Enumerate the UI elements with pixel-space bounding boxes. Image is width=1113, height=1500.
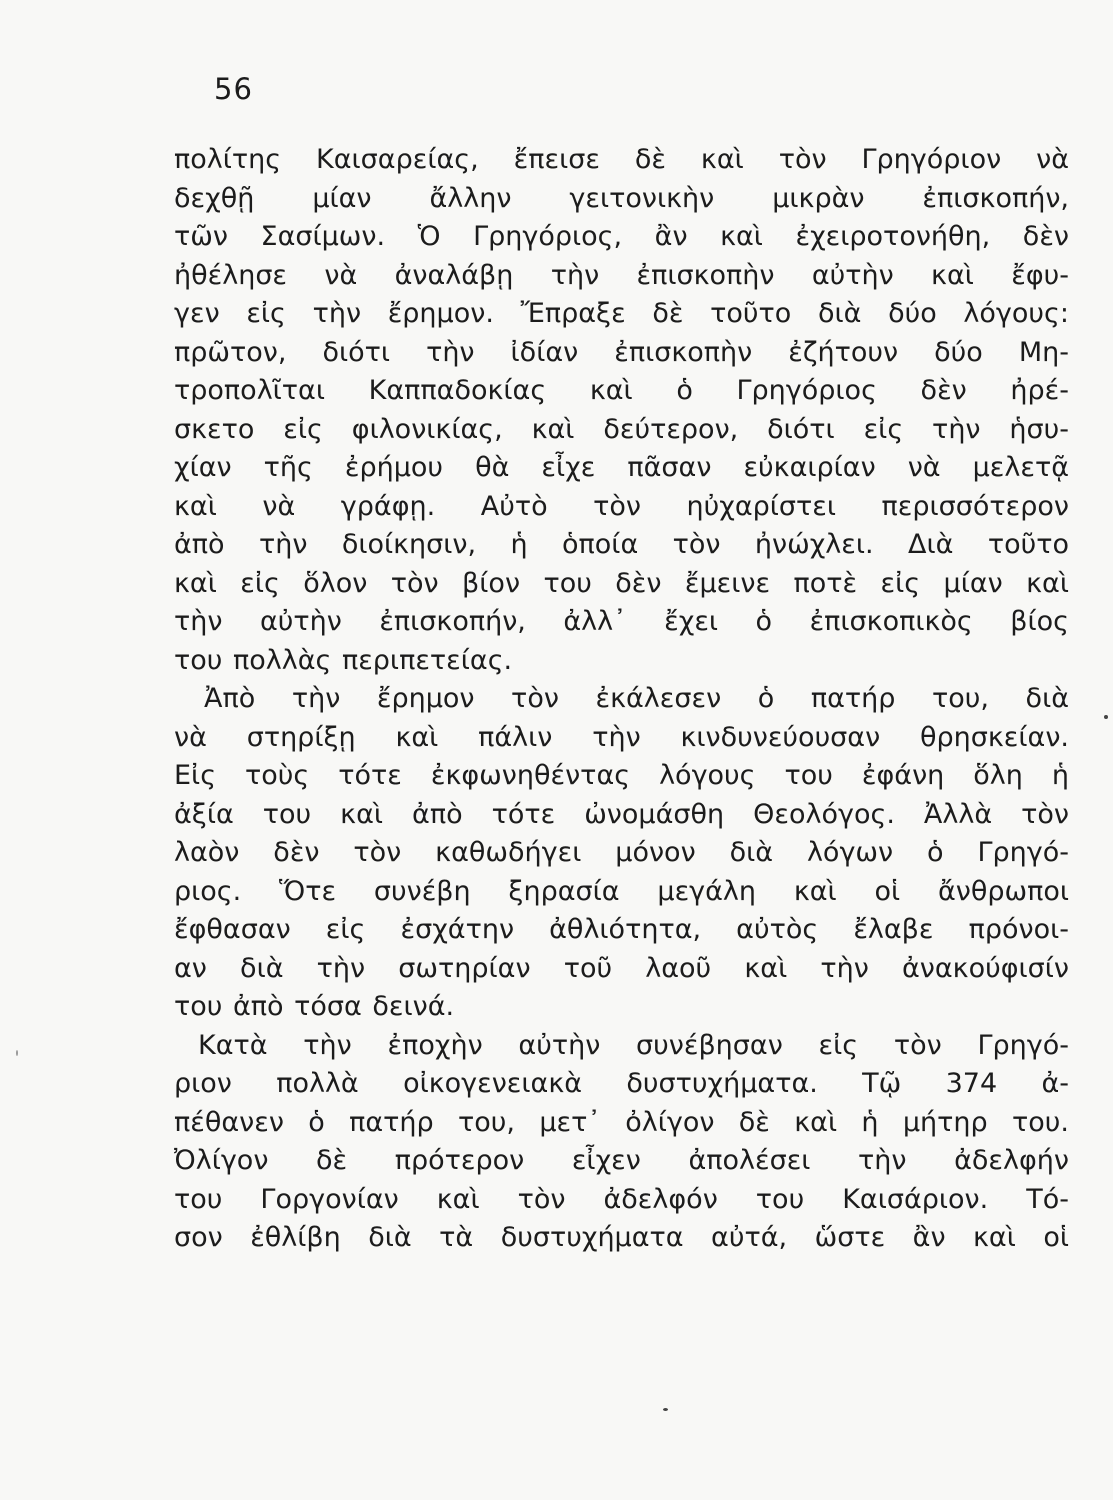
text-line: τροπολῖται Καππαδοκίας καὶ ὁ Γρηγόριος δὲν ἠρέ-: [174, 375, 1069, 406]
text-line: πρῶτον, διότι τὴν ἰδίαν ἐπισκοπὴν ἐζήτουν δύο Μη-: [174, 336, 1069, 368]
text-line: καὶ νὰ γράφῃ. Αὐτὸ τὸν ηὐχαρίστει περισσότερον: [174, 490, 1069, 522]
paragraph-end-line: του ἀπὸ τόσα δεινά.: [174, 991, 455, 1022]
scan-speck: [663, 1408, 668, 1411]
text-line: καὶ εἰς ὅλον τὸν βίον του δὲν ἔμεινε ποτὲ εἰς μίαν καὶ: [174, 567, 1069, 599]
text-line: τὴν αὐτὴν ἐπισκοπήν, ἀλλ᾽ ἔχει ὁ ἐπισκοπικὸς βίος: [174, 606, 1069, 637]
text-line: ριον πολλὰ οἰκογενειακὰ δυστυχήματα. Τῷ 374 ἀ-: [174, 1068, 1069, 1099]
text-line: ἔφθασαν εἰς ἐσχάτην ἀθλιότητα, αὐτὸς ἔλαβε πρόνοι-: [174, 914, 1069, 945]
paragraph-end-line: του πολλὰς περιπετείας.: [174, 644, 513, 676]
text-line: γεν εἰς τὴν ἔρημον. Ἔπραξε δὲ τοῦτο διὰ δύο λόγους:: [174, 298, 1069, 329]
scan-speck: [1104, 715, 1108, 719]
text-line: ἠθέλησε νὰ ἀναλάβῃ τὴν ἐπισκοπὴν αὐτὴν καὶ ἔφυ-: [174, 259, 1069, 291]
paragraph-start-line: Ἀπὸ τὴν ἔρημον τὸν ἐκάλεσεν ὁ πατήρ του, διὰ: [204, 683, 1069, 714]
text-line: ἀπὸ τὴν διοίκησιν, ἡ ὁποία τὸν ἠνώχλει. Διὰ τοῦτο: [174, 529, 1069, 560]
text-line: Ὀλίγον δὲ πρότερον εἶχεν ἀπολέσει τὴν ἀδελφήν: [174, 1145, 1069, 1176]
body-text: [174, 141, 1069, 1258]
text-line: τῶν Σασίμων. Ὁ Γρηγόριος, ἂν καὶ ἐχειροτονήθη, δὲν: [174, 221, 1069, 252]
text-line: Εἰς τοὺς τότε ἐκφωνηθέντας λόγους του ἐφάνη ὅλη ἡ: [174, 760, 1069, 791]
text-line: νὰ στηρίξῃ καὶ πάλιν τὴν κινδυνεύουσαν θρησκείαν.: [174, 721, 1069, 753]
text-line: λαὸν δὲν τὸν καθωδήγει μόνον διὰ λόγων ὁ Γρηγό-: [174, 837, 1069, 868]
page-number: 56: [214, 72, 253, 106]
text-line: πολίτης Καισαρείας, ἔπεισε δὲ καὶ τὸν Γρηγόριον νὰ: [174, 144, 1069, 175]
text-line: χίαν τῆς ἐρήμου θὰ εἶχε πᾶσαν εὐκαιρίαν νὰ μελετᾷ: [174, 452, 1069, 483]
text-line: σον ἐθλίβη διὰ τὰ δυστυχήματα αὐτά, ὥστε ἂν καὶ οἱ: [174, 1222, 1069, 1253]
text-line: σκετο εἰς φιλονικίας, καὶ δεύτερον, διότι εἰς τὴν ἡσυ-: [174, 413, 1069, 445]
paragraph-start-line: Κατὰ τὴν ἐποχὴν αὐτὴν συνέβησαν εἰς τὸν Γρηγό-: [198, 1029, 1069, 1061]
text-line: πέθανεν ὁ πατήρ του, μετ᾽ ὀλίγον δὲ καὶ ἡ μήτηρ του.: [174, 1106, 1069, 1138]
text-line: ἀξία του καὶ ἀπὸ τότε ὠνομάσθη Θεολόγος. Ἀλλὰ τὸν: [174, 798, 1069, 830]
text-line: του Γοργονίαν καὶ τὸν ἀδελφόν του Καισάριον. Τό-: [174, 1183, 1069, 1215]
text-line: ριος. Ὅτε συνέβη ξηρασία μεγάλη καὶ οἱ ἄνθρωποι: [174, 875, 1069, 907]
scan-speck: [16, 1050, 18, 1056]
text-line: δεχθῇ μίαν ἄλλην γειτονικὴν μικρὰν ἐπισκοπήν,: [174, 182, 1069, 214]
text-line: αν διὰ τὴν σωτηρίαν τοῦ λαοῦ καὶ τὴν ἀνακούφισίν: [174, 952, 1069, 984]
